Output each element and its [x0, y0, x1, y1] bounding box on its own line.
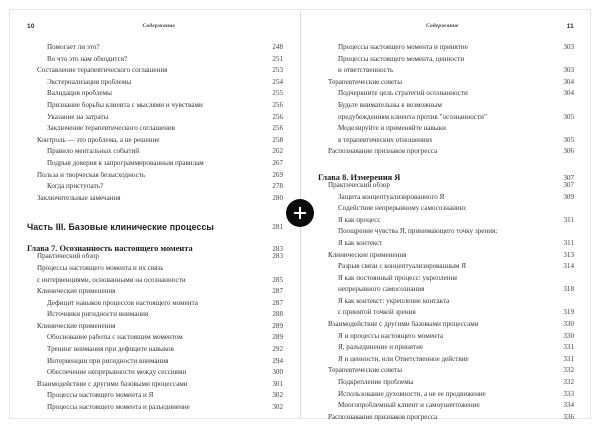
toc-entry-title: Составление терапевтического соглашения: [37, 67, 168, 75]
toc-entry-title: Глава 7. Осознанность настоящего момента: [27, 244, 193, 253]
toc-entry-title: Когда приступать?: [47, 183, 104, 191]
toc-entry-page-number: 302: [272, 403, 283, 412]
toc-entry-page-number: 332: [563, 378, 574, 387]
toc-entry-page-number: 289: [272, 333, 283, 342]
toc-entry[interactable]: [318, 137, 574, 149]
toc-entry[interactable]: [318, 194, 574, 206]
toc-entry[interactable]: [318, 205, 574, 217]
toc-entry[interactable]: [318, 125, 574, 137]
toc-entry[interactable]: [318, 275, 574, 287]
toc-entry-title: Взаимодействие с другими базовыми процессами: [328, 321, 479, 329]
toc-entry[interactable]: [318, 67, 574, 79]
toc-entry[interactable]: [27, 44, 283, 56]
toc-entry-page-number: 311: [563, 215, 574, 224]
toc-entry[interactable]: [27, 300, 283, 312]
toc-entry-title: Подчеркните цель стратегий осознанности: [338, 90, 468, 98]
toc-entry[interactable]: [318, 217, 574, 229]
toc-entry-page-number: 288: [272, 310, 283, 319]
toc-entry-page-number: 313: [563, 250, 574, 259]
toc-entry-page-number: 319: [563, 308, 574, 317]
toc-entry-title: Я как контекст: [338, 239, 383, 247]
toc-entry[interactable]: [27, 160, 283, 172]
toc-entry-title: Подрыв доверия к запрограммированным правилам: [47, 159, 204, 167]
toc-entry-page-number: 304: [563, 77, 574, 86]
toc-entry-page-number: 307: [563, 180, 574, 189]
toc-entry-title: Процессы настоящего момента и Я: [47, 392, 154, 400]
left-page-running-title: Содержание: [142, 23, 176, 29]
toc-entry[interactable]: [27, 265, 283, 277]
toc-entry-page-number: 309: [563, 192, 574, 201]
plus-vertical-bar: [299, 207, 301, 219]
toc-entry-page-number: 306: [563, 147, 574, 156]
toc-entry[interactable]: [318, 163, 574, 182]
toc-entry-title: Использование духовности, а не ее продвижение: [338, 390, 486, 398]
toc-entry[interactable]: [27, 311, 283, 323]
toc-entry-title: Дефицит навыков процессов настоящего момента: [47, 299, 198, 307]
toc-entry-page-number: 254: [272, 77, 283, 86]
toc-entry[interactable]: [27, 148, 283, 160]
toc-entry[interactable]: [27, 334, 283, 346]
toc-entry-title: Практический обзор: [328, 181, 390, 189]
toc-entry[interactable]: [27, 172, 283, 184]
toc-entry[interactable]: [27, 253, 283, 265]
toc-entry-title: Признание борьбы клиента с мыслями и чувствами: [47, 101, 203, 109]
toc-entry-page-number: 278: [272, 182, 283, 191]
toc-entry[interactable]: [27, 67, 283, 79]
toc-entry[interactable]: [27, 288, 283, 300]
toc-entry-title: Терапевтические советы: [328, 78, 403, 86]
toc-entry-page-number: 269: [272, 170, 283, 179]
toc-entry-title: Практический обзор: [37, 253, 99, 261]
toc-entry-page-number: 289: [272, 321, 283, 330]
toc-entry[interactable]: [318, 286, 574, 298]
toc-entry-title: Поощрение чувства Я, принимающего точку зрения:: [338, 228, 498, 236]
toc-entry[interactable]: [318, 182, 574, 194]
toc-entry-page-number: 303: [563, 66, 574, 75]
toc-entry-page-number: 283: [272, 252, 283, 261]
toc-entry-title: Терапевтические советы: [328, 367, 403, 375]
toc-entry[interactable]: [318, 228, 574, 240]
toc-entry[interactable]: [27, 277, 283, 289]
toc-entry-page-number: 292: [272, 345, 283, 354]
left-page-folio: 10: [27, 22, 35, 30]
toc-entry[interactable]: [318, 79, 574, 91]
toc-entry[interactable]: [27, 346, 283, 358]
toc-entry-title: Интервенции при ригидности внимания: [47, 357, 169, 365]
toc-entry[interactable]: [27, 404, 283, 416]
toc-entry-page-number: 303: [563, 43, 574, 51]
toc-entry-title: Обоснование работы с настоящим моментом: [47, 334, 183, 342]
toc-entry-page-number: 333: [563, 389, 574, 398]
toc-entry-title: Распознавание признаков прогресса: [328, 413, 438, 421]
right-page-running-head: [318, 20, 574, 32]
toc-entry-page-number: 253: [272, 66, 283, 75]
toc-entry-title: Я и процессы настоящего момента: [338, 332, 444, 340]
toc-entry[interactable]: [27, 102, 283, 114]
right-page-folio: 11: [566, 22, 574, 30]
toc-entry-page-number: 281: [272, 223, 283, 232]
toc-entry[interactable]: [27, 114, 283, 126]
toc-entry-title: с принятой точкой зрения: [338, 309, 416, 317]
toc-entry-title: Я как процесс: [338, 216, 381, 224]
toc-entry[interactable]: [27, 381, 283, 393]
toc-entry[interactable]: [318, 102, 574, 114]
toc-entry-page-number: 302: [272, 391, 283, 400]
toc-entry[interactable]: [27, 125, 283, 137]
toc-entry-page-number: 331: [563, 343, 574, 352]
toc-entry[interactable]: [318, 391, 574, 403]
toc-entry-title: Польза и творческая безысходность: [37, 171, 146, 179]
toc-entry-title: Клинические применения: [37, 288, 116, 296]
toc-entry-title: Клинические применения: [37, 322, 116, 330]
toc-entry-page-number: 258: [272, 135, 283, 144]
toc-entry[interactable]: [318, 414, 574, 426]
toc-entry-title: Я как контекст: укрепление контакта: [338, 297, 450, 305]
toc-entry-page-number: 330: [563, 320, 574, 329]
toc-entry-title: Многопроблемный клиент и самоуничтожение: [338, 402, 480, 410]
toc-entry[interactable]: [318, 240, 574, 252]
toc-entry-page-number: 255: [272, 89, 283, 98]
toc-entry[interactable]: [318, 402, 574, 414]
toc-entry[interactable]: [27, 90, 283, 102]
toc-entry[interactable]: [27, 323, 283, 335]
toc-entry[interactable]: [318, 148, 574, 160]
toc-entry-title: и ответственность: [338, 67, 394, 75]
left-page-toc-list: [27, 44, 283, 416]
toc-entry[interactable]: [318, 90, 574, 102]
toc-entry[interactable]: [27, 56, 283, 68]
toc-entry-page-number: 256: [272, 124, 283, 133]
toc-entry-title: Процессы настоящего момента и их связь: [37, 264, 164, 272]
toc-entry-page-number: 311: [563, 238, 574, 247]
toc-entry[interactable]: [27, 211, 283, 231]
toc-entry[interactable]: [318, 298, 574, 310]
toc-entry[interactable]: [318, 356, 574, 368]
toc-entry-page-number: 256: [272, 100, 283, 109]
toc-entry[interactable]: [27, 369, 283, 381]
toc-entry-title: Заключение терапевтического соглашения: [47, 125, 175, 133]
toc-entry-title: Обеспечение непрерывности между сессиями: [47, 369, 187, 377]
toc-entry-title: Тренинг внимания при дефиците навыков: [47, 346, 174, 354]
toc-entry-page-number: 287: [272, 298, 283, 307]
toc-entry-title: Контроль — это проблема, а не решение: [37, 136, 160, 144]
toc-entry-title: Будьте внимательны к возможным: [338, 101, 442, 109]
toc-entry[interactable]: [318, 367, 574, 379]
toc-entry-title: Валидация проблемы: [47, 90, 112, 98]
toc-entry-title: предубеждениям клиента против "осознанности": [338, 113, 487, 121]
toc-entry-title: Процессы настоящего момента и принятие: [338, 44, 468, 51]
toc-entry[interactable]: [27, 234, 283, 253]
toc-entry[interactable]: [318, 44, 574, 56]
toc-entry-title: Часть III. Базовые клинические процессы: [27, 222, 215, 232]
toc-entry-title: Экстернализация проблемы: [47, 78, 132, 86]
toc-entry-title: Глава 8. Измерения Я: [318, 173, 401, 182]
toc-entry[interactable]: [27, 137, 283, 149]
toc-entry-title: Распознавание признаков прогресса: [328, 148, 438, 156]
toc-entry[interactable]: [27, 183, 283, 195]
toc-entry-page-number: 336: [563, 412, 574, 421]
toc-entry-page-number: 331: [563, 354, 574, 363]
toc-entry-title: Заключительные замечания: [37, 194, 121, 202]
toc-entry[interactable]: [318, 344, 574, 356]
toc-entry-title: непрерывного самосознания: [338, 286, 425, 294]
toc-entry-page-number: 267: [272, 158, 283, 167]
toc-entry-title: Источники ригидности внимания: [47, 311, 149, 319]
toc-entry-page-number: 305: [563, 135, 574, 144]
toc-entry-page-number: 256: [272, 112, 283, 121]
toc-entry-title: в терапевтических отношениях: [338, 136, 433, 144]
toc-entry-page-number: 300: [272, 368, 283, 377]
toc-entry[interactable]: [27, 79, 283, 91]
toc-entry-title: Помогает ли это?: [47, 44, 100, 51]
toc-entry-title: Подкрепление проблемы: [338, 379, 414, 387]
toc-entry-page-number: 251: [272, 54, 283, 63]
toc-entry-title: Защита концептуализированного Я: [338, 193, 445, 201]
toc-entry-page-number: 314: [563, 262, 574, 271]
toc-entry-title: Процессы настоящего момента и разъединение: [47, 404, 190, 412]
toc-entry-page-number: 285: [272, 275, 283, 284]
toc-entry-title: Во что это нам обходится?: [47, 55, 128, 63]
toc-entry-page-number: 334: [563, 401, 574, 410]
toc-entry-page-number: 262: [272, 147, 283, 156]
toc-entry[interactable]: [318, 321, 574, 333]
plus-crosshair-marker-icon[interactable]: [286, 199, 314, 227]
toc-entry-page-number: 305: [563, 112, 574, 121]
toc-entry-title: Клинические применения: [328, 251, 407, 259]
toc-entry-title: Моделируйте и применяйте навыки: [338, 125, 446, 133]
toc-entry-page-number: 330: [563, 331, 574, 340]
toc-entry[interactable]: [318, 309, 574, 321]
toc-entry-title: Процессы настоящего момента, ценности: [338, 55, 465, 63]
toc-entry-page-number: 318: [563, 285, 574, 294]
toc-entry[interactable]: [318, 333, 574, 345]
toc-entry[interactable]: [318, 263, 574, 275]
toc-entry-page-number: 280: [272, 193, 283, 202]
toc-entry-page-number: 283: [272, 245, 283, 254]
toc-entry-page-number: 307: [563, 173, 574, 182]
toc-entry-title: Взаимодействие с другими базовыми процессами: [37, 380, 188, 388]
toc-entry-title: Я, разъединение и принятие: [338, 344, 424, 352]
toc-entry-title: Правило ментальных событий: [47, 148, 140, 156]
toc-entry-page-number: 304: [563, 89, 574, 98]
toc-entry[interactable]: [27, 195, 283, 207]
toc-entry-title: Содействие непрерывному самосознанию:: [338, 205, 467, 213]
toc-entry-title: с интервенциями, основанными на осознанности: [37, 276, 186, 284]
toc-entry[interactable]: [318, 252, 574, 264]
toc-entry[interactable]: [318, 56, 574, 68]
toc-entry[interactable]: [318, 379, 574, 391]
toc-entry[interactable]: [318, 114, 574, 126]
left-page-running-head: [27, 20, 283, 32]
toc-entry-title: Я и ценности, или Ответственное действие: [338, 355, 469, 363]
toc-entry-title: Я как постоянный процесс: укрепление: [338, 274, 458, 282]
toc-entry-page-number: 301: [272, 379, 283, 388]
toc-entry-page-number: 287: [272, 287, 283, 296]
right-page-running-title: Содержание: [426, 23, 459, 29]
toc-entry-title: Указание на затраты: [47, 113, 109, 121]
toc-entry[interactable]: [27, 392, 283, 404]
toc-entry[interactable]: [27, 358, 283, 370]
toc-entry-page-number: 248: [272, 43, 283, 51]
right-page-toc-list: [318, 44, 574, 425]
toc-entry-page-number: 294: [272, 356, 283, 365]
toc-entry-title: Разрыв связи с концептуализированным Я: [338, 263, 466, 271]
toc-entry-page-number: 332: [563, 366, 574, 375]
